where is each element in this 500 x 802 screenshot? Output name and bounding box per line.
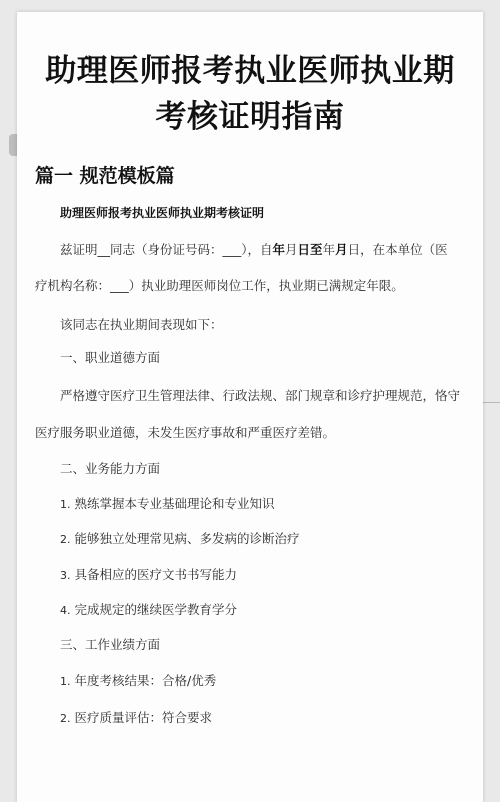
title-line-2: 考核证明指南 [155, 99, 345, 135]
section-1-body-line-1: 严格遵守医疗卫生管理法律、行政法规、部门规章和诊疗护理规范，恪守 [60, 388, 461, 403]
intro-year-1: 年 [272, 242, 286, 257]
intro-month-1: 月 [285, 242, 298, 257]
certificate-title: 助理医师报考执业医师执业期考核证明 [60, 206, 265, 220]
list-item [60, 708, 212, 729]
list-text: 熟练掌握本专业基础理论和专业知识 [74, 496, 275, 511]
list-number: 2. [60, 533, 71, 546]
intro-text-a: 兹证明__同志（身份证号码：___），自 [60, 242, 273, 257]
list-number: 2. [60, 712, 71, 725]
list-number: 3. [60, 569, 71, 582]
list-item [60, 494, 275, 515]
document-title [17, 48, 483, 140]
section-1-body-line-2: 医疗服务职业道德，未发生医疗事故和严重医疗差错。 [35, 425, 336, 440]
list-item [60, 671, 216, 692]
section-3-heading: 三、工作业绩方面 [60, 637, 161, 652]
intro-day-to: 日至 [297, 242, 323, 257]
list-item [60, 529, 300, 550]
intro-line-1 [60, 240, 448, 260]
list-number: 1. [60, 675, 71, 688]
intro-line-2: 疗机构名称：___）执业助理医师岗位工作，执业期已满规定年限。 [35, 278, 404, 293]
section-2-heading: 二、业务能力方面 [60, 461, 161, 476]
list-text: 医疗质量评估：符合要求 [74, 710, 213, 725]
intro-text-g: 日，在本单位（医 [347, 242, 448, 257]
section-1-heading: 一、职业道德方面 [60, 350, 161, 365]
section-heading: 篇一 规范模板篇 [35, 165, 175, 187]
list-text: 能够独立处理常见病、多发病的诊断治疗 [74, 531, 300, 546]
page-edge-line [483, 402, 500, 403]
list-number: 4. [60, 604, 71, 617]
list-text: 具备相应的医疗文书书写能力 [74, 567, 238, 582]
list-item [60, 600, 237, 621]
list-text: 完成规定的继续医学教育学分 [74, 602, 238, 617]
intro-year-2: 年 [322, 242, 336, 257]
performance-intro: 该同志在执业期间表现如下： [60, 317, 223, 332]
list-number: 1. [60, 498, 71, 511]
page-tab-marker [9, 134, 17, 156]
list-item [60, 565, 237, 586]
title-line-1: 助理医师报考执业医师执业期 [45, 53, 455, 89]
list-text: 年度考核结果：合格/优秀 [74, 673, 217, 688]
intro-month-2: 月 [335, 242, 348, 257]
